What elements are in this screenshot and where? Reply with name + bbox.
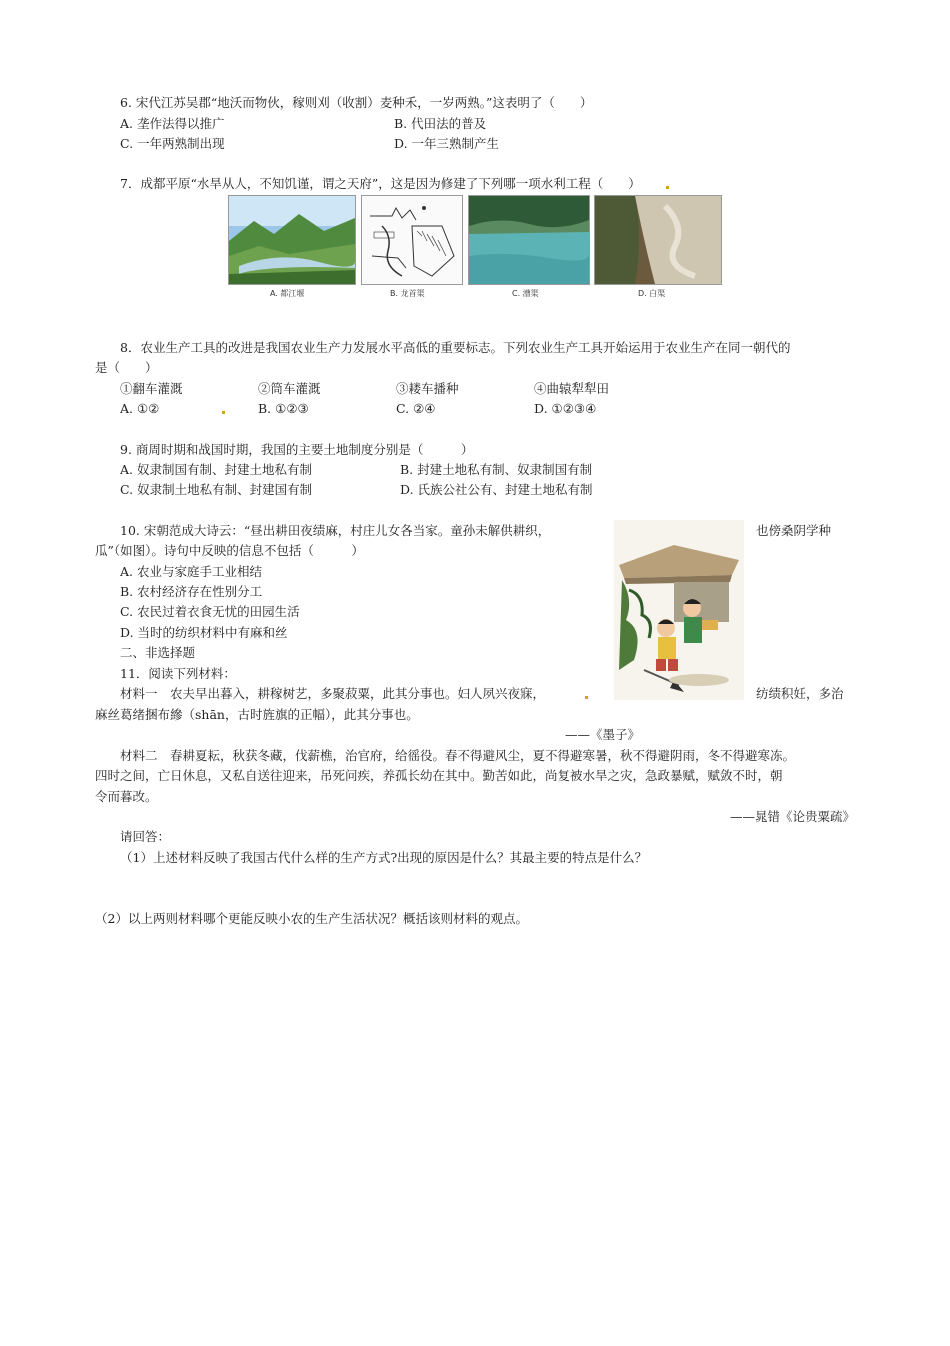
q10-stem: 10. 宋朝范成大诗云：“昼出耕田夜绩麻，村庄儿女各当家。童孙未解供耕织， — [120, 523, 551, 538]
q8-option-d: D. ①②③④ — [534, 401, 597, 416]
mark-dot — [222, 411, 225, 414]
water-photo-icon — [468, 195, 590, 285]
q9-stem: 9. 商周时期和战国时期，我国的主要土地制度分别是（ ） — [120, 442, 474, 457]
landscape-photo-icon — [228, 195, 356, 285]
q8-option-a: A. ①② — [120, 401, 160, 416]
q10-stem-cont: 瓜”（如图）。诗句中反映的信息不包括（ ） — [95, 543, 364, 558]
q10-option-a: A. 农业与家庭手工业相结 — [120, 564, 262, 579]
q7-caption-b: B. 龙首渠 — [390, 289, 425, 298]
q8-stem: 8．农业生产工具的改进是我国农业生产力发展水平高低的重要标志。下列农业生产工具开始运用于农业生产在同一朝代的 — [120, 340, 791, 355]
mark-dot — [666, 186, 669, 189]
material-1-right: 纺绩积妊，多治 — [756, 686, 844, 701]
material-2: 材料二 春耕夏耘，秋获冬藏，伐薪樵，治官府，给徭役。春不得避风尘，夏不得避寒暑，秋不得避阴雨，冬不得避寒冻。 — [120, 748, 796, 763]
q10-option-c: C. 农民过着衣食无忧的田园生活 — [120, 604, 300, 619]
q10-option-d: D. 当时的纺织材料中有麻和丝 — [120, 625, 288, 640]
q11-intro: 11．阅读下列材料： — [120, 666, 236, 681]
q7-caption-d: D. 白渠 — [638, 289, 666, 298]
map-diagram-icon — [361, 195, 463, 285]
mark-dot — [585, 696, 588, 699]
material-2-cont: 四时之间，亡日休息，又私自送往迎来，吊死问疾，养孤长幼在其中。勤苦如此，尚复被水旱之灾，急政暴赋，赋敛不时，朝 — [95, 768, 783, 783]
material-2-source: ——晁错《论贵粟疏》 — [729, 809, 855, 824]
q10-stem-right: 也傍桑阴学种 — [756, 523, 832, 538]
q7-stem: 7．成都平原“水旱从人，不知饥谨，谓之天府”，这是因为修建了下列哪一项水利工程（ ） — [120, 176, 641, 191]
material-2-cont2: 令而暮改。 — [95, 789, 158, 804]
farm-children-illustration-icon — [614, 520, 744, 700]
q8-item-3: ③耧车播种 — [396, 381, 459, 396]
q9-option-a: A. 奴隶制国有制、封建土地私有制 — [120, 462, 312, 477]
q6-option-d: D. 一年三熟制产生 — [394, 136, 500, 151]
q9-option-b: B. 封建土地私有制、奴隶制国有制 — [400, 462, 593, 477]
q6-option-a: A. 垄作法得以推广 — [120, 116, 225, 131]
material-1-cont: 麻丝葛绪捆布縿（shān，古时旌旗的正幅），此其分事也。 — [95, 707, 419, 722]
question-part-2: （2）以上两则材料哪个更能反映小农的生产生活状况？概括该则材料的观点。 — [95, 911, 528, 926]
q6-option-b: B. 代田法的普及 — [394, 116, 487, 131]
q9-option-d: D. 氏族公社公有、封建土地私有制 — [400, 482, 593, 497]
material-1-source: ——《墨子》 — [565, 727, 641, 742]
q7-caption-c: C. 漕渠 — [512, 289, 539, 298]
q6-stem: 6. 宋代江苏吴郡“地沃而物伙，稼则刈（收割）麦种禾，一岁两熟。”这表明了（ ） — [120, 95, 593, 110]
answer-prompt: 请回答： — [120, 829, 171, 844]
q8-item-2: ②筒车灌溉 — [258, 381, 321, 396]
material-1: 材料一 农夫早出暮入，耕稼树艺，多聚菽粟，此其分事也。妇人夙兴夜寐， — [120, 686, 546, 701]
q7-caption-a: A. 都江堰 — [270, 289, 305, 298]
q8-stem-cont: 是（ ） — [95, 360, 158, 375]
q9-option-c: C. 奴隶制土地私有制、封建国有制 — [120, 482, 313, 497]
q10-option-b: B. 农村经济存在性别分工 — [120, 584, 263, 599]
q8-option-b: B. ①②③ — [258, 401, 309, 416]
riverbank-photo-icon — [594, 195, 722, 285]
q8-option-c: C. ②④ — [396, 401, 436, 416]
q8-item-4: ④曲辕犁犁田 — [534, 381, 610, 396]
section-heading: 二、非选择题 — [120, 645, 196, 660]
question-part-1: （1）上述材料反映了我国古代什么样的生产方式?出现的原因是什么？其最主要的特点是什么？ — [120, 850, 648, 865]
q8-item-1: ①翻车灌溉 — [120, 381, 183, 396]
q6-option-c: C. 一年两熟制出现 — [120, 136, 225, 151]
